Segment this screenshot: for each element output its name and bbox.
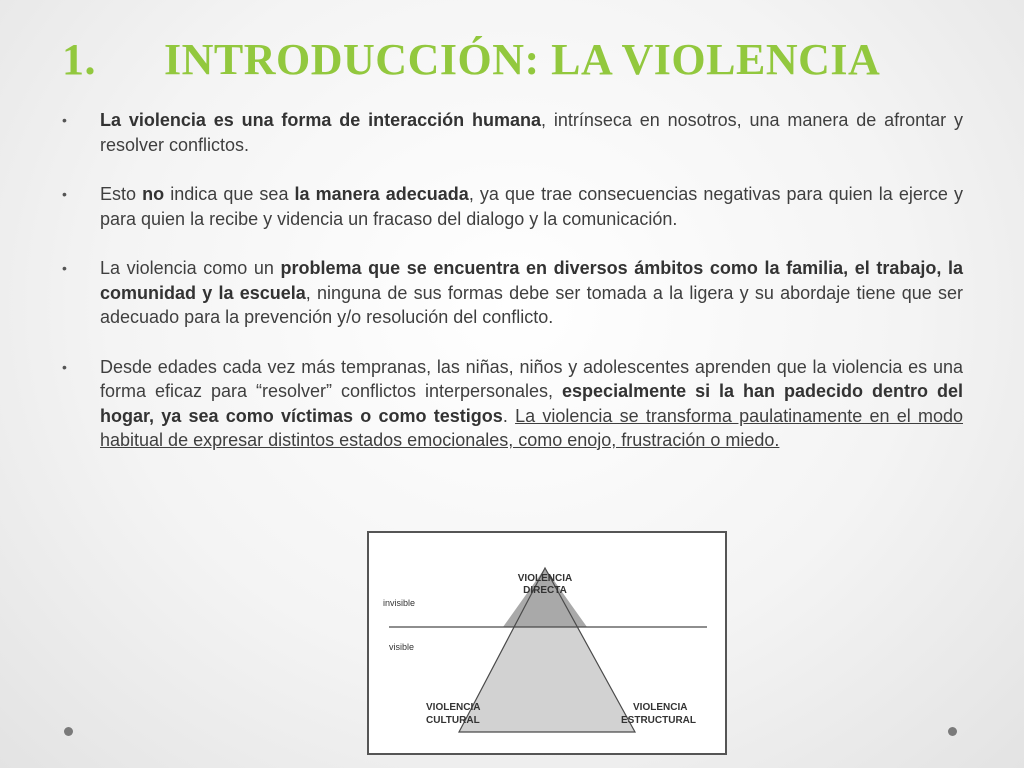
- violence-triangle-diagram: [369, 533, 725, 753]
- bullet-4-underlined: La violencia se transforma paulatinamente en el modo habitual de expresar distintos estados emocionales, como enojo, frustración o miedo.: [100, 405, 963, 450]
- bullet-item-3: [62, 256, 963, 330]
- label-violencia-cultural-1: VIOLENCIA: [426, 702, 481, 713]
- bullet-4-bold: especialmente si la han padecido dentro del hogar, ya sea como víctimas o como testigos: [100, 381, 963, 426]
- title-number: 1.: [62, 35, 96, 84]
- label-visible: visible: [389, 642, 415, 652]
- bullet-4-text-a: Desde edades cada vez más tempranas, las niñas, niños y adolescentes aprenden que la violencia es una forma eficaz para “resolver” conflictos interpersonales,: [100, 356, 963, 401]
- bullet-marker: •: [62, 186, 67, 202]
- label-violencia-cultural-2: CULTURAL: [426, 715, 480, 726]
- bullet-2-text-b: indica que sea: [164, 184, 295, 204]
- label-invisible: invisible: [383, 598, 416, 608]
- label-violencia-directa-2: DIRECTA: [523, 585, 567, 596]
- label-violencia-estructural-2: ESTRUCTURAL: [621, 715, 696, 726]
- bullet-item-2: [62, 182, 963, 231]
- bullet-4-text-b: .: [502, 405, 516, 426]
- decorative-dot-left: [64, 727, 73, 736]
- decorative-dot-right: [948, 727, 957, 736]
- bullet-marker: •: [62, 358, 67, 375]
- bullet-2-bold-b: la manera adecuada: [294, 184, 469, 204]
- bullet-3-bold: problema que se encuentra en diversos ámbitos como la familia, el trabajo, la comunidad y la escuela: [100, 258, 963, 303]
- label-violencia-estructural-1: VIOLENCIA: [633, 702, 688, 713]
- slide-title: [62, 34, 880, 85]
- bullet-2-text-c: , ya que trae consecuencias negativas para quien la ejerce y para quien la recibe y videncia un fracaso del dialogo y la comunicación.: [100, 184, 963, 229]
- bullet-marker: •: [62, 112, 67, 128]
- bullet-2-text-a: Esto: [100, 184, 143, 204]
- bullet-list: [62, 108, 963, 478]
- violence-triangle-figure: [367, 531, 727, 755]
- title-text: INTRODUCCIÓN: LA VIOLENCIA: [164, 35, 881, 84]
- bullet-3-text-b: , ninguna de sus formas debe ser tomada a la ligera y su abordaje tiene que ser adecuado para la prevención y/o resolución del conflicto.: [100, 282, 963, 327]
- bullet-item-4: [62, 355, 963, 453]
- bullet-1-text: , intrínseca en nosotros, una manera de afrontar y resolver conflictos.: [100, 110, 963, 155]
- bullet-2-bold-a: no: [142, 184, 165, 204]
- label-violencia-directa-1: VIOLENCIA: [517, 573, 573, 584]
- bullet-marker: •: [62, 260, 67, 276]
- bullet-1-bold: La violencia es una forma de interacción humana: [100, 110, 542, 130]
- bullet-3-text-a: La violencia como un: [100, 258, 281, 278]
- bullet-item-1: [62, 108, 963, 157]
